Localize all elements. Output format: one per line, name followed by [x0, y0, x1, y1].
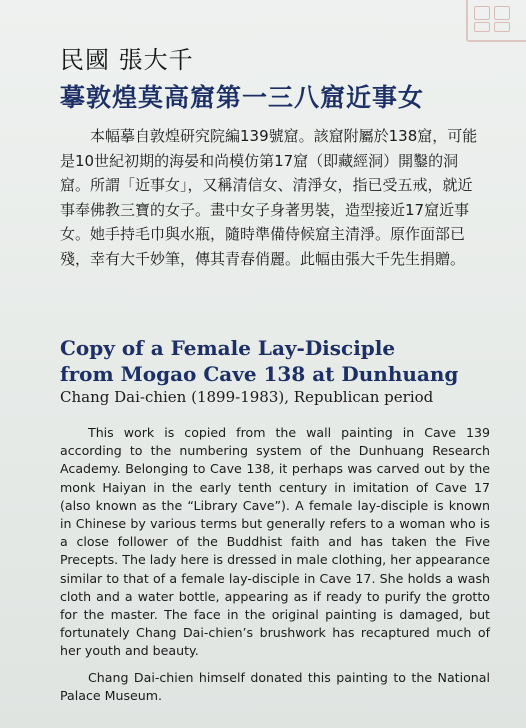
zh-artist-line: 民國 張大千 — [60, 46, 194, 74]
en-description-paragraph-1: This work is copied from the wall painting in Cave 139 according to the numbering system of the Dunhuang Research Academy. Belonging to Cave 138, it perhaps was carved out by the monk Haiyan in the early tenth century in imitation of Cave 17 (also known as the “Library Cave”). A female lay-disciple is known in Chinese by various terms but generally refers to a woman who is a close follower of the Buddhist faith and has taken the Five Precepts. The lady here is dressed in male clothing, her appearance similar to that of a female lay-disciple in Cave 17. She holds a wash cloth and a water bottle, appearing as if ready to purify the grotto for the master. The face in the original painting is damaged, but fortunately Chang Dai-chien’s brushwork has recaptured much of her youth and beauty. — [60, 425, 490, 659]
zh-artwork-title: 摹敦煌莫高窟第一三八窟近事女 — [60, 83, 425, 112]
zh-description-text: 本幅摹自敦煌研究院編139號窟。該窟附屬於138窟，可能是10世紀初期的海晏和尚模仿第17窟（即藏經洞）開鑿的洞窟。所謂「近事女」，又稱清信女、清淨女，指已受五戒，就近事奉佛教三寶的女子。畫中女子身著男裝，造型接近17窟近事女。她手持毛巾與水瓶，隨時準備侍候窟主清淨。原作面部已殘，幸有大千妙筆，傳其青春俏麗。此幅由張大千先生捐贈。 — [60, 127, 478, 268]
red-seal-stamp — [466, 0, 526, 42]
en-artist-period: Chang Dai-chien (1899-1983), Republican period — [60, 388, 434, 406]
en-artwork-title — [60, 335, 480, 387]
en-description — [60, 424, 490, 713]
en-title-line-2: from Mogao Cave 138 at Dunhuang — [60, 362, 459, 386]
en-title-line-1: Copy of a Female Lay-Disciple — [60, 336, 396, 360]
zh-description — [60, 124, 480, 271]
en-description-paragraph-2: Chang Dai-chien himself donated this painting to the National Palace Museum. — [60, 669, 490, 703]
